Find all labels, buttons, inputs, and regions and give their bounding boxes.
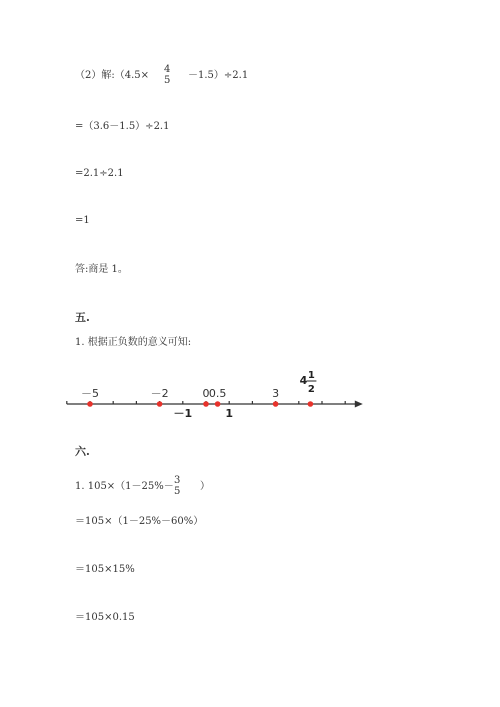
mixed-number-label <box>300 370 317 395</box>
question-5-1: 1. 根据正负数的意义可知: <box>75 337 192 348</box>
mixed-denominator: 2 <box>307 384 315 395</box>
equation-6-line-1-suffix: ） <box>200 481 210 492</box>
point-dot <box>273 401 279 407</box>
equation-line-1-suffix: －1.5）÷2.1 <box>188 70 249 81</box>
fraction-numerator: 3 <box>174 475 181 486</box>
point-dot <box>87 401 93 407</box>
fraction-three-fifths <box>174 475 180 497</box>
point-label: 3 <box>272 387 280 400</box>
fraction-numerator: 4 <box>164 64 171 75</box>
number-line-labels <box>81 370 316 420</box>
fraction-denominator: 5 <box>174 486 181 497</box>
equation-6-line-3: ＝105×15% <box>75 564 135 575</box>
equation-6-line-1-prefix: 1. 105×（1－25%－ <box>75 481 174 492</box>
point-dot <box>157 401 163 407</box>
mixed-numerator: 1 <box>307 370 315 381</box>
equation-6-line-4: ＝105×0.15 <box>75 612 135 623</box>
number-line-axis <box>67 401 363 408</box>
section-heading-6: 六. <box>75 445 90 458</box>
point-label: －2 <box>150 387 169 400</box>
equation-line-2: =（3.6－1.5）÷2.1 <box>75 121 170 132</box>
point-label: －5 <box>81 387 99 400</box>
equation-line-3: =2.1÷2.1 <box>75 168 124 179</box>
mixed-whole: 4 <box>299 374 308 387</box>
equation-line-4: =1 <box>75 215 90 226</box>
point-dot <box>203 401 209 407</box>
point-label: 0 <box>202 387 210 400</box>
point-label: 0.5 <box>208 387 227 400</box>
axis-arrowhead <box>355 401 363 408</box>
equation-6-line-2: ＝105×（1－25%－60%） <box>75 516 204 527</box>
fraction-denominator: 5 <box>164 75 171 86</box>
point-dot <box>308 401 314 407</box>
answer-line: 答:商是 1。 <box>75 264 128 275</box>
equation-line-1-prefix: （2）解:（4.5× <box>75 70 150 81</box>
point-label: －1 <box>173 407 193 420</box>
section-heading-5: 五. <box>75 311 90 324</box>
point-label: 1 <box>225 407 234 420</box>
point-dot <box>215 401 221 407</box>
